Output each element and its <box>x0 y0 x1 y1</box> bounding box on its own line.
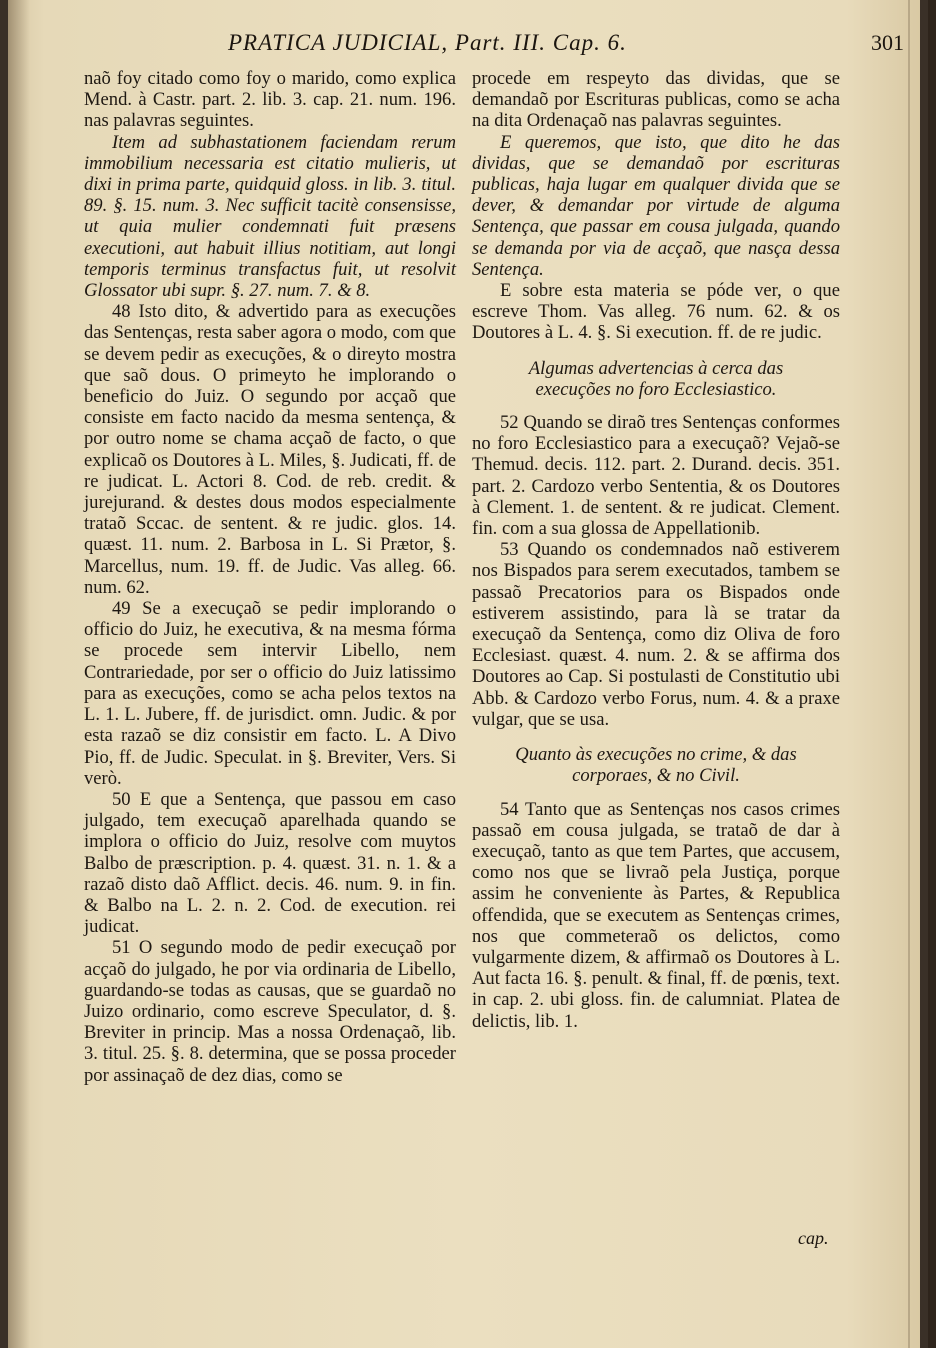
ordinance-quotation: E queremos, que isto, que dito he das dividas, que se demandaõ por escrituras publicas, haja lugar em qualquer divida que se dever, & demandar por virtude de alguma Sentença, que passar em cousa julgada, quando se demanda por via de acçaõ, que nasça dessa Sentença. <box>472 131 840 280</box>
paragraph-54: 54 Tanto que as Sentenças nos casos crimes passaõ em cousa julgada, se trataõ de dar à execuçaõ, tanto as que tem Partes, que accusem, como nos que se livraõ pela Justiça, porque assim he conveniente às Partes, & Republica offendida, que se executem as Sentenças crimes, nos que commeteraõ os delictos, como vulgarmente dizem, & affirmaõ os Doutores à L. Aut facta 16. §. penult. & final, ff. de pœnis, text. in cap. 2. ubi gloss. fin. de calumniat. Platea de delictis, lib. 1. <box>472 798 840 1032</box>
page-edge-line <box>908 0 910 1348</box>
section-heading-crime: Quanto às execuções no crime, & das corporaes, & no Civil. <box>515 744 797 787</box>
paragraph-48: 48 Isto dito, & advertido para as execuções das Sentenças, resta saber agora o modo, com que se devem pedir as execuções, & o direyto mostra que saõ dous. O primeyto he implorando o beneficio do Juiz. O segundo por acçaõ que consiste em facto nacido da mesma sentença, & por outro nome se chama acçaõ de facto, o que explicaõ os Doutores à L. Miles, §. Judicati, ff. de re judicat. L. Actori 8. Cod. de reb. credit. & jurejurand. & destes dous modos especialmente trataõ Sccac. de sentent. & re judic. glos. 14. quæst. 11. num. 2. Barbosa in L. Si Prætor, §. Marcellus, num. 19. ff. de Judic. Vas alleg. 66. num. 62. <box>84 301 456 598</box>
paragraph: naõ foy citado como foy o marido, como explica Mend. à Castr. part. 2. lib. 3. cap. 21. num. 196. nas palavras seguintes. <box>84 68 456 132</box>
paragraph-50: 50 E que a Sentença, que passou em caso julgado, tem execuçaõ aparelhada quando se implora o officio do Juiz, resolve com muytos Balbo de præscription. p. 4. quæst. 31. n. 1. & a razaõ disto daõ Afflict. decis. 46. num. 9. in fin. & Balbo na L. 2. n. 2. Cod. de execution. rei judicat. <box>84 788 456 938</box>
paragraph: procede em respeyto das dividas, que se demandaõ por Escrituras publicas, como se acha na dita Ordenaçaõ nas palavras seguintes. <box>472 68 840 132</box>
catchword: cap. <box>798 1228 829 1248</box>
book-edge <box>928 0 936 1348</box>
paragraph-52: 52 Quando se diraõ tres Sentenças conformes no foro Ecclesiastico para a execuçaõ? Vejaõ-se Themud. decis. 112. part. 2. Durand. decis. 351. part. 2. Cardozo verbo Sententia, & os Doutores à Clement. 1. de sentent. & re judicat. Clement. fin. com a sua glossa de Appellationib. <box>472 412 840 540</box>
page-number: 301 <box>871 30 904 55</box>
paragraph-49: 49 Se a execuçaõ se pedir implorando o officio do Juiz, he executiva, & na mesma fórma se procede sem intervir Libello, nem Contrariedade, por ser o officio do Juiz latissimo para as execuções, como se acha pelos textos na L. 1. L. Jubere, ff. de jurisdict. omn. Judic. & por esta razaõ se diz consistir em facto. L. A Divo Pio, ff. de Judic. Speculat. in §. Breviter, Vers. Si verò. <box>84 598 456 789</box>
left-column <box>84 68 456 1086</box>
section-heading-ecclesiastic: Algumas advertencias à cerca das execuções no foro Ecclesiastico. <box>528 357 784 400</box>
paragraph-53: 53 Quando os condemnados naõ estiverem nos Bispados para serem executados, tambem se passaõ Precatorios para os Bispados onde estiverem assistindo, para là se tratar da execuçaõ da Sentença, como diz Oliva de foro Ecclesiast. quæst. 4. num. 2. & se affirma dos Doutores ao Cap. Si postulasti de Constitutio ubi Abb. & Cardozo verbo Forus, num. 4. & a praxe vulgar, que se usa. <box>472 539 840 730</box>
paragraph-51: 51 O segundo modo de pedir execuçaõ por acçaõ do julgado, he por via ordinaria de Libello, guardando-se todas as causas, que se guardaõ no Juizo ordinario, como escreve Speculator, d. §. Breviter in princip. Mas a nossa Ordenaçaõ, lib. 3. titul. 25. §. 8. determina, que se possa proceder por assinaçaõ de dez dias, como se <box>84 937 456 1086</box>
page-header <box>148 30 908 64</box>
running-head: PRATICA JUDICIAL, Part. III. Cap. 6. <box>228 30 627 55</box>
latin-quotation: Item ad subhastationem faciendam rerum immobilium necessaria est citatio mulieris, ut dixi in prima parte, quidquid gloss. in lib. 3. titul. 89. §. 15. num. 3. Nec sufficit tacitè consensisse, ut quia mulier condemnati fuit præsens executioni, aut habuit illius notitiam, aut longi temporis terminus transfactus fuit, ut resolvit Glossator ubi supr. §. 27. num. 7. & 8. <box>84 131 456 302</box>
right-column <box>472 68 840 1032</box>
gutter-shadow <box>8 0 30 1348</box>
paragraph: E sobre esta materia se póde ver, o que escreve Thom. Vas alleg. 76 num. 62. & os Doutores à L. 4. §. Si execution. ff. de re judic. <box>472 280 840 344</box>
book-page <box>8 0 920 1348</box>
